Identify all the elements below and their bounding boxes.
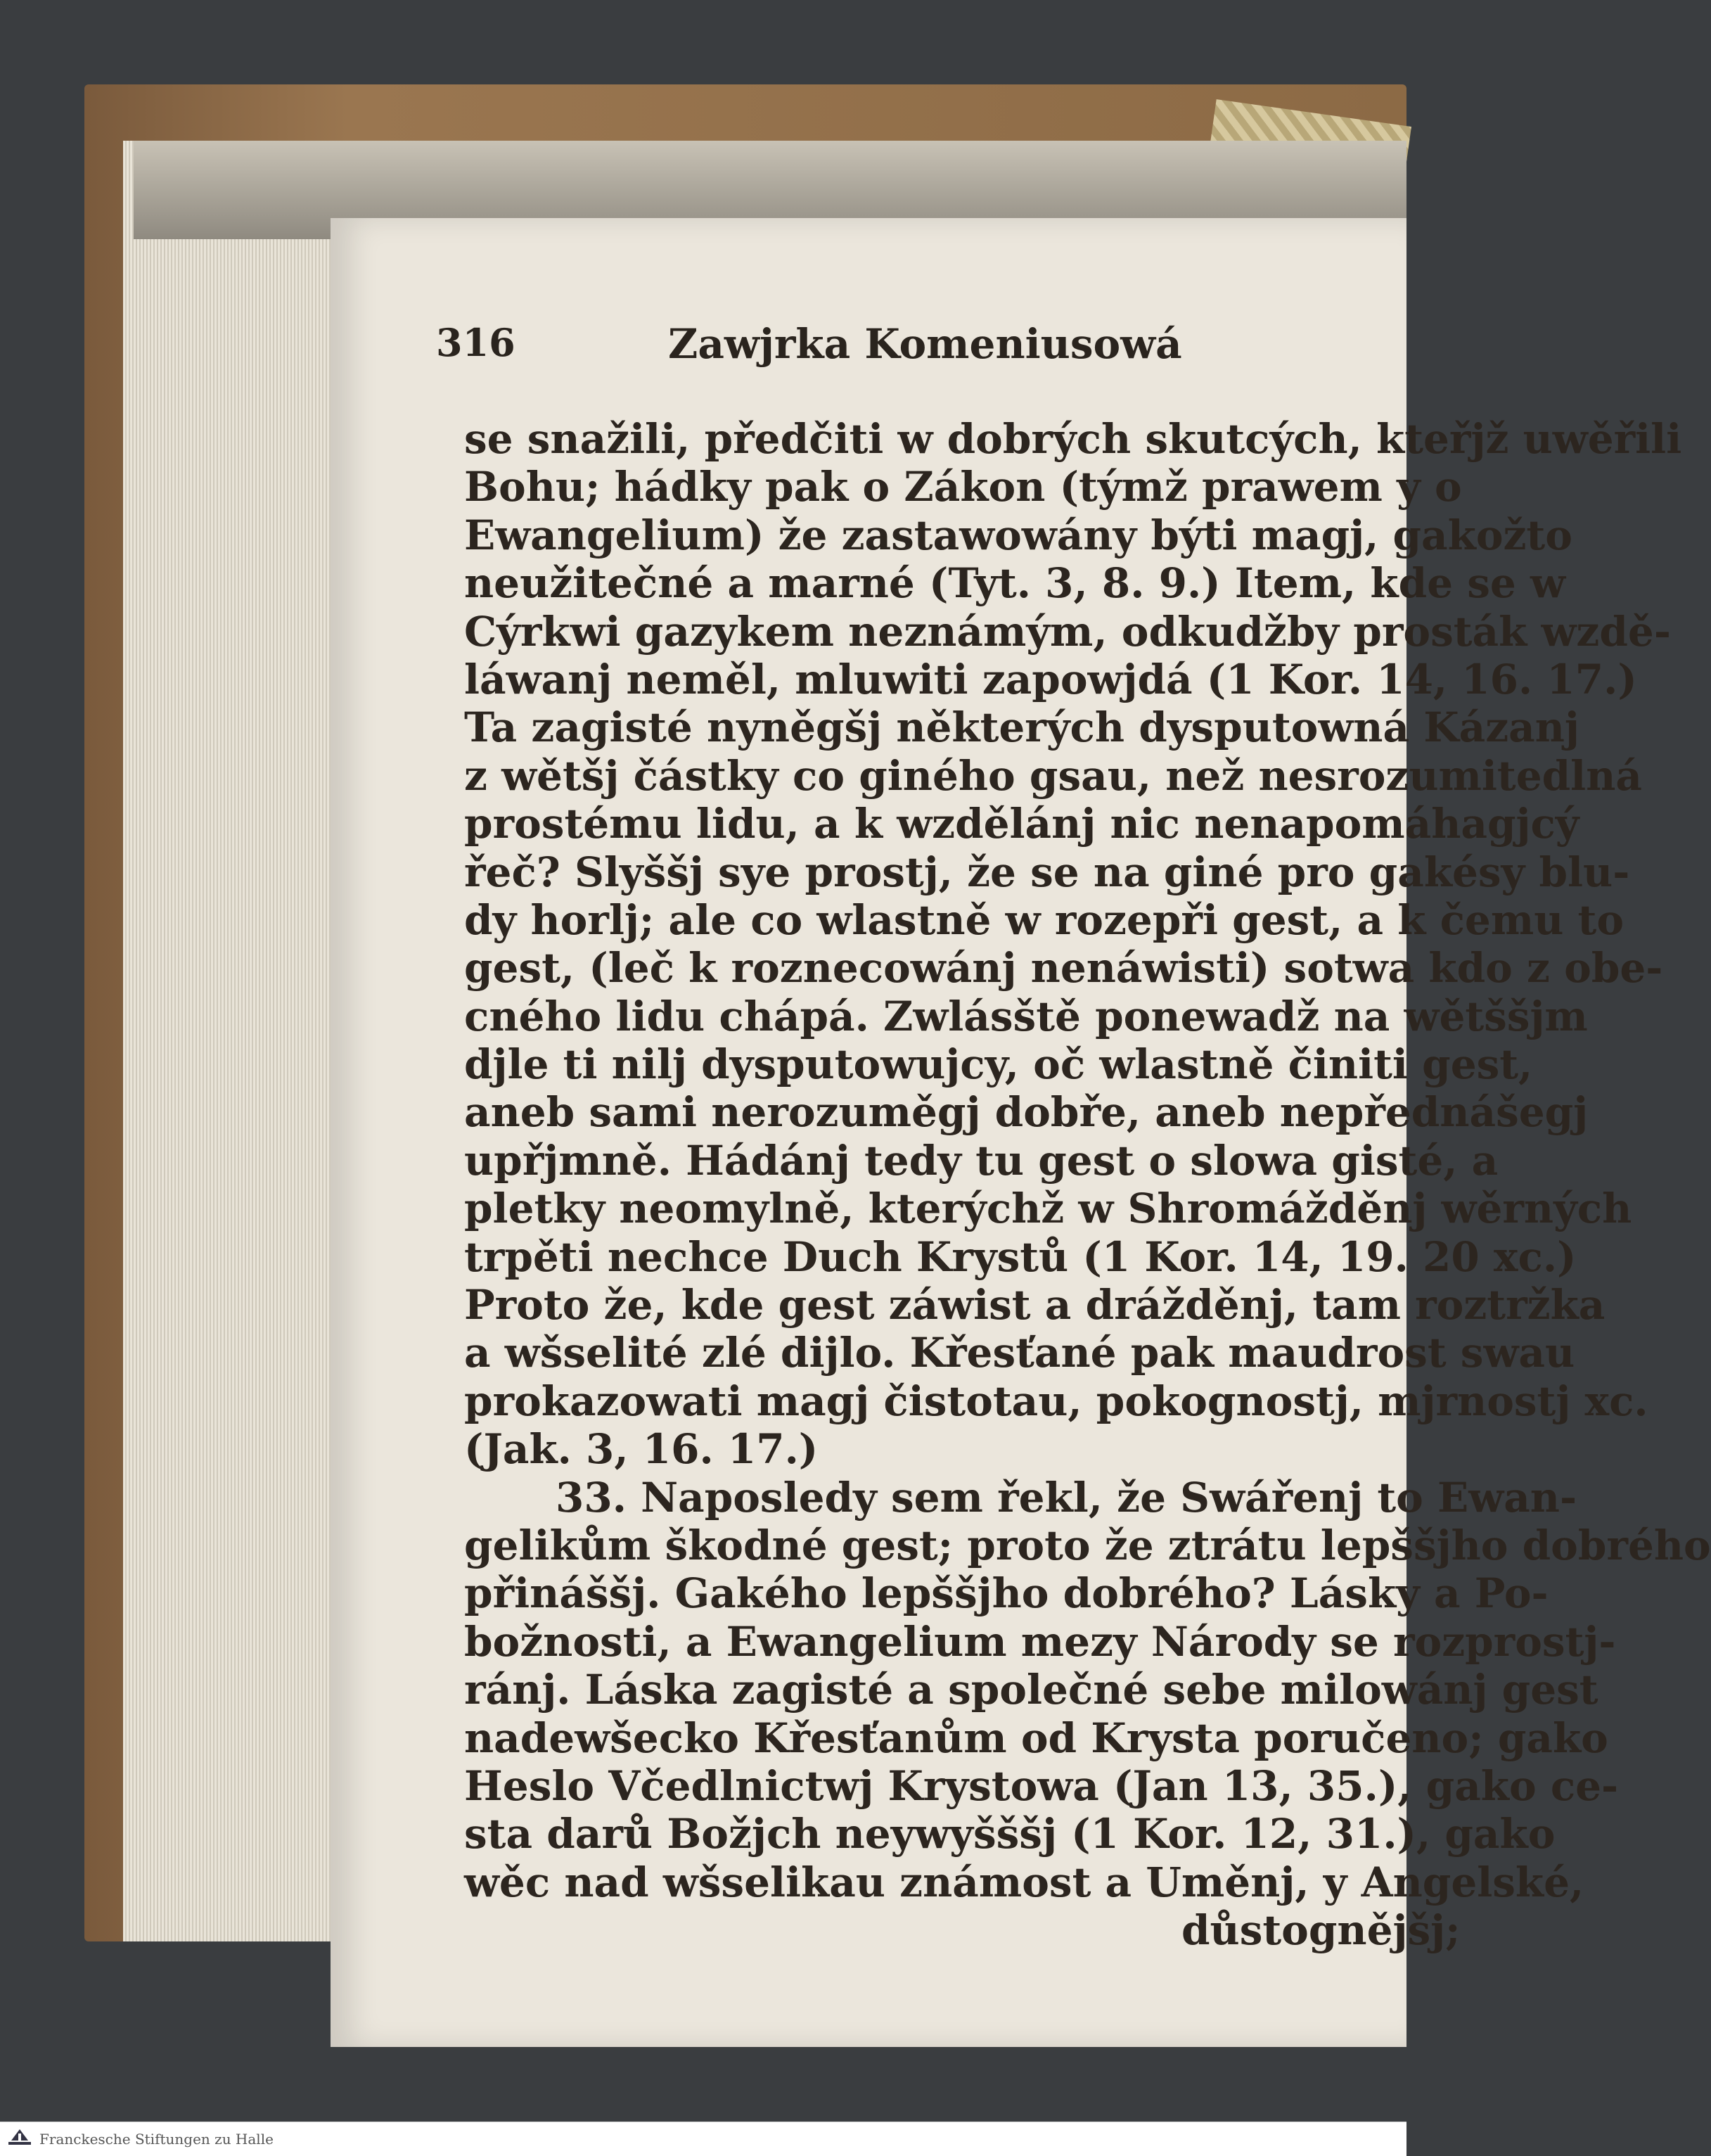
footer-bar xyxy=(0,2122,1406,2156)
text-line: aneb sami nerozuměgj dobře, aneb nepřednášegj xyxy=(464,1088,1589,1137)
institution-logo-icon xyxy=(7,2126,32,2152)
paragraph-start-line: 33. Naposledy sem řekl, že Swářenj to Ewan- xyxy=(556,1473,1577,1522)
text-line: Ta zagisté nyněgšj některých dysputowná Kázanj xyxy=(464,703,1579,752)
text-line: pletky neomylně, kterýchž w Shromážděnj wěrných xyxy=(464,1185,1632,1233)
text-line: z wětšj částky co giného gsau, než nesrozumitedlná xyxy=(464,751,1642,800)
text-line: Ewangelium) že zastawowány býti magj, gakožto xyxy=(464,511,1572,559)
text-line: Heslo Včedlnictwj Krystowa (Jan 13, 35.), gako ce- xyxy=(464,1761,1619,1810)
page-header xyxy=(436,320,1280,390)
text-line: trpěti nechce Duch Krystů (1 Kor. 14, 19. 20 xc.) xyxy=(464,1232,1577,1281)
text-line: cného lidu chápá. Zwlásště ponewadž na wětššjm xyxy=(464,992,1588,1040)
text-line: nadewšecko Křesťanům od Krysta poručeno; gako xyxy=(464,1714,1608,1762)
page-text xyxy=(464,415,1711,1955)
text-line: djle ti nilj dysputowujcy, oč wlastně činiti gest, xyxy=(464,1040,1533,1089)
text-line: řeč? Slyššj sye prostj, že se na giné pro gakésy blu- xyxy=(464,848,1630,896)
institution-name: Franckesche Stiftungen zu Halle xyxy=(39,2131,274,2148)
text-line: upřjmně. Hádánj tedy tu gest o slowa gisté, a xyxy=(464,1136,1499,1185)
text-line: se snažili, předčiti w dobrých skutcých, kteřjž uwěřili xyxy=(464,415,1682,463)
text-line: Cýrkwi gazykem neznámým, odkudžby prosták wzdě- xyxy=(464,607,1671,656)
text-line: božnosti, a Ewangelium mezy Národy se rozprostj- xyxy=(464,1617,1616,1666)
text-line: láwanj neměl, mluwiti zapowjdá (1 Kor. 14, 16. 17.) xyxy=(464,655,1637,703)
page-number: 316 xyxy=(436,320,515,365)
text-line: a wšselité zlé dijlo. Křesťané pak maudrost swau xyxy=(464,1329,1575,1377)
text-line: přináššj. Gakého lepššjho dobrého? Lásky a Po- xyxy=(464,1569,1549,1618)
text-line: gest, (leč k roznecowánj nenáwisti) sotwa kdo z obe- xyxy=(464,944,1663,993)
text-line: prokazowati magj čistotau, pokognostj, mjrnostj xc. xyxy=(464,1377,1648,1425)
text-line: Proto že, kde gest záwist a drážděnj, tam roztržka xyxy=(464,1281,1606,1329)
text-line: (Jak. 3, 16. 17.) xyxy=(464,1425,819,1474)
running-title: Zawjrka Komeniusowá xyxy=(668,320,1182,368)
text-line: sta darů Božjch neywyšššj (1 Kor. 12, 31.), gako xyxy=(464,1810,1556,1858)
text-line: dy horlj; ale co wlastně w rozepři gest, a k čemu to xyxy=(464,895,1625,944)
text-line: ránj. Láska zagisté a společné sebe milowánj gest xyxy=(464,1666,1598,1714)
text-line: Bohu; hádky pak o Zákon (týmž prawem y o xyxy=(464,463,1462,511)
text-line: důstognějšj; xyxy=(1181,1906,1461,1955)
text-line: wěc nad wšselikau známost a Uměnj, y Angelské, xyxy=(464,1858,1584,1906)
text-line: prostému lidu, a k wzdělánj nic nenapomáhagjcý xyxy=(464,800,1579,848)
text-line: gelikům škodné gest; proto že ztrátu lepššjho dobrého xyxy=(464,1521,1711,1569)
text-line: neužitečné a marné (Tyt. 3, 8. 9.) Item, kde se w xyxy=(464,559,1565,608)
